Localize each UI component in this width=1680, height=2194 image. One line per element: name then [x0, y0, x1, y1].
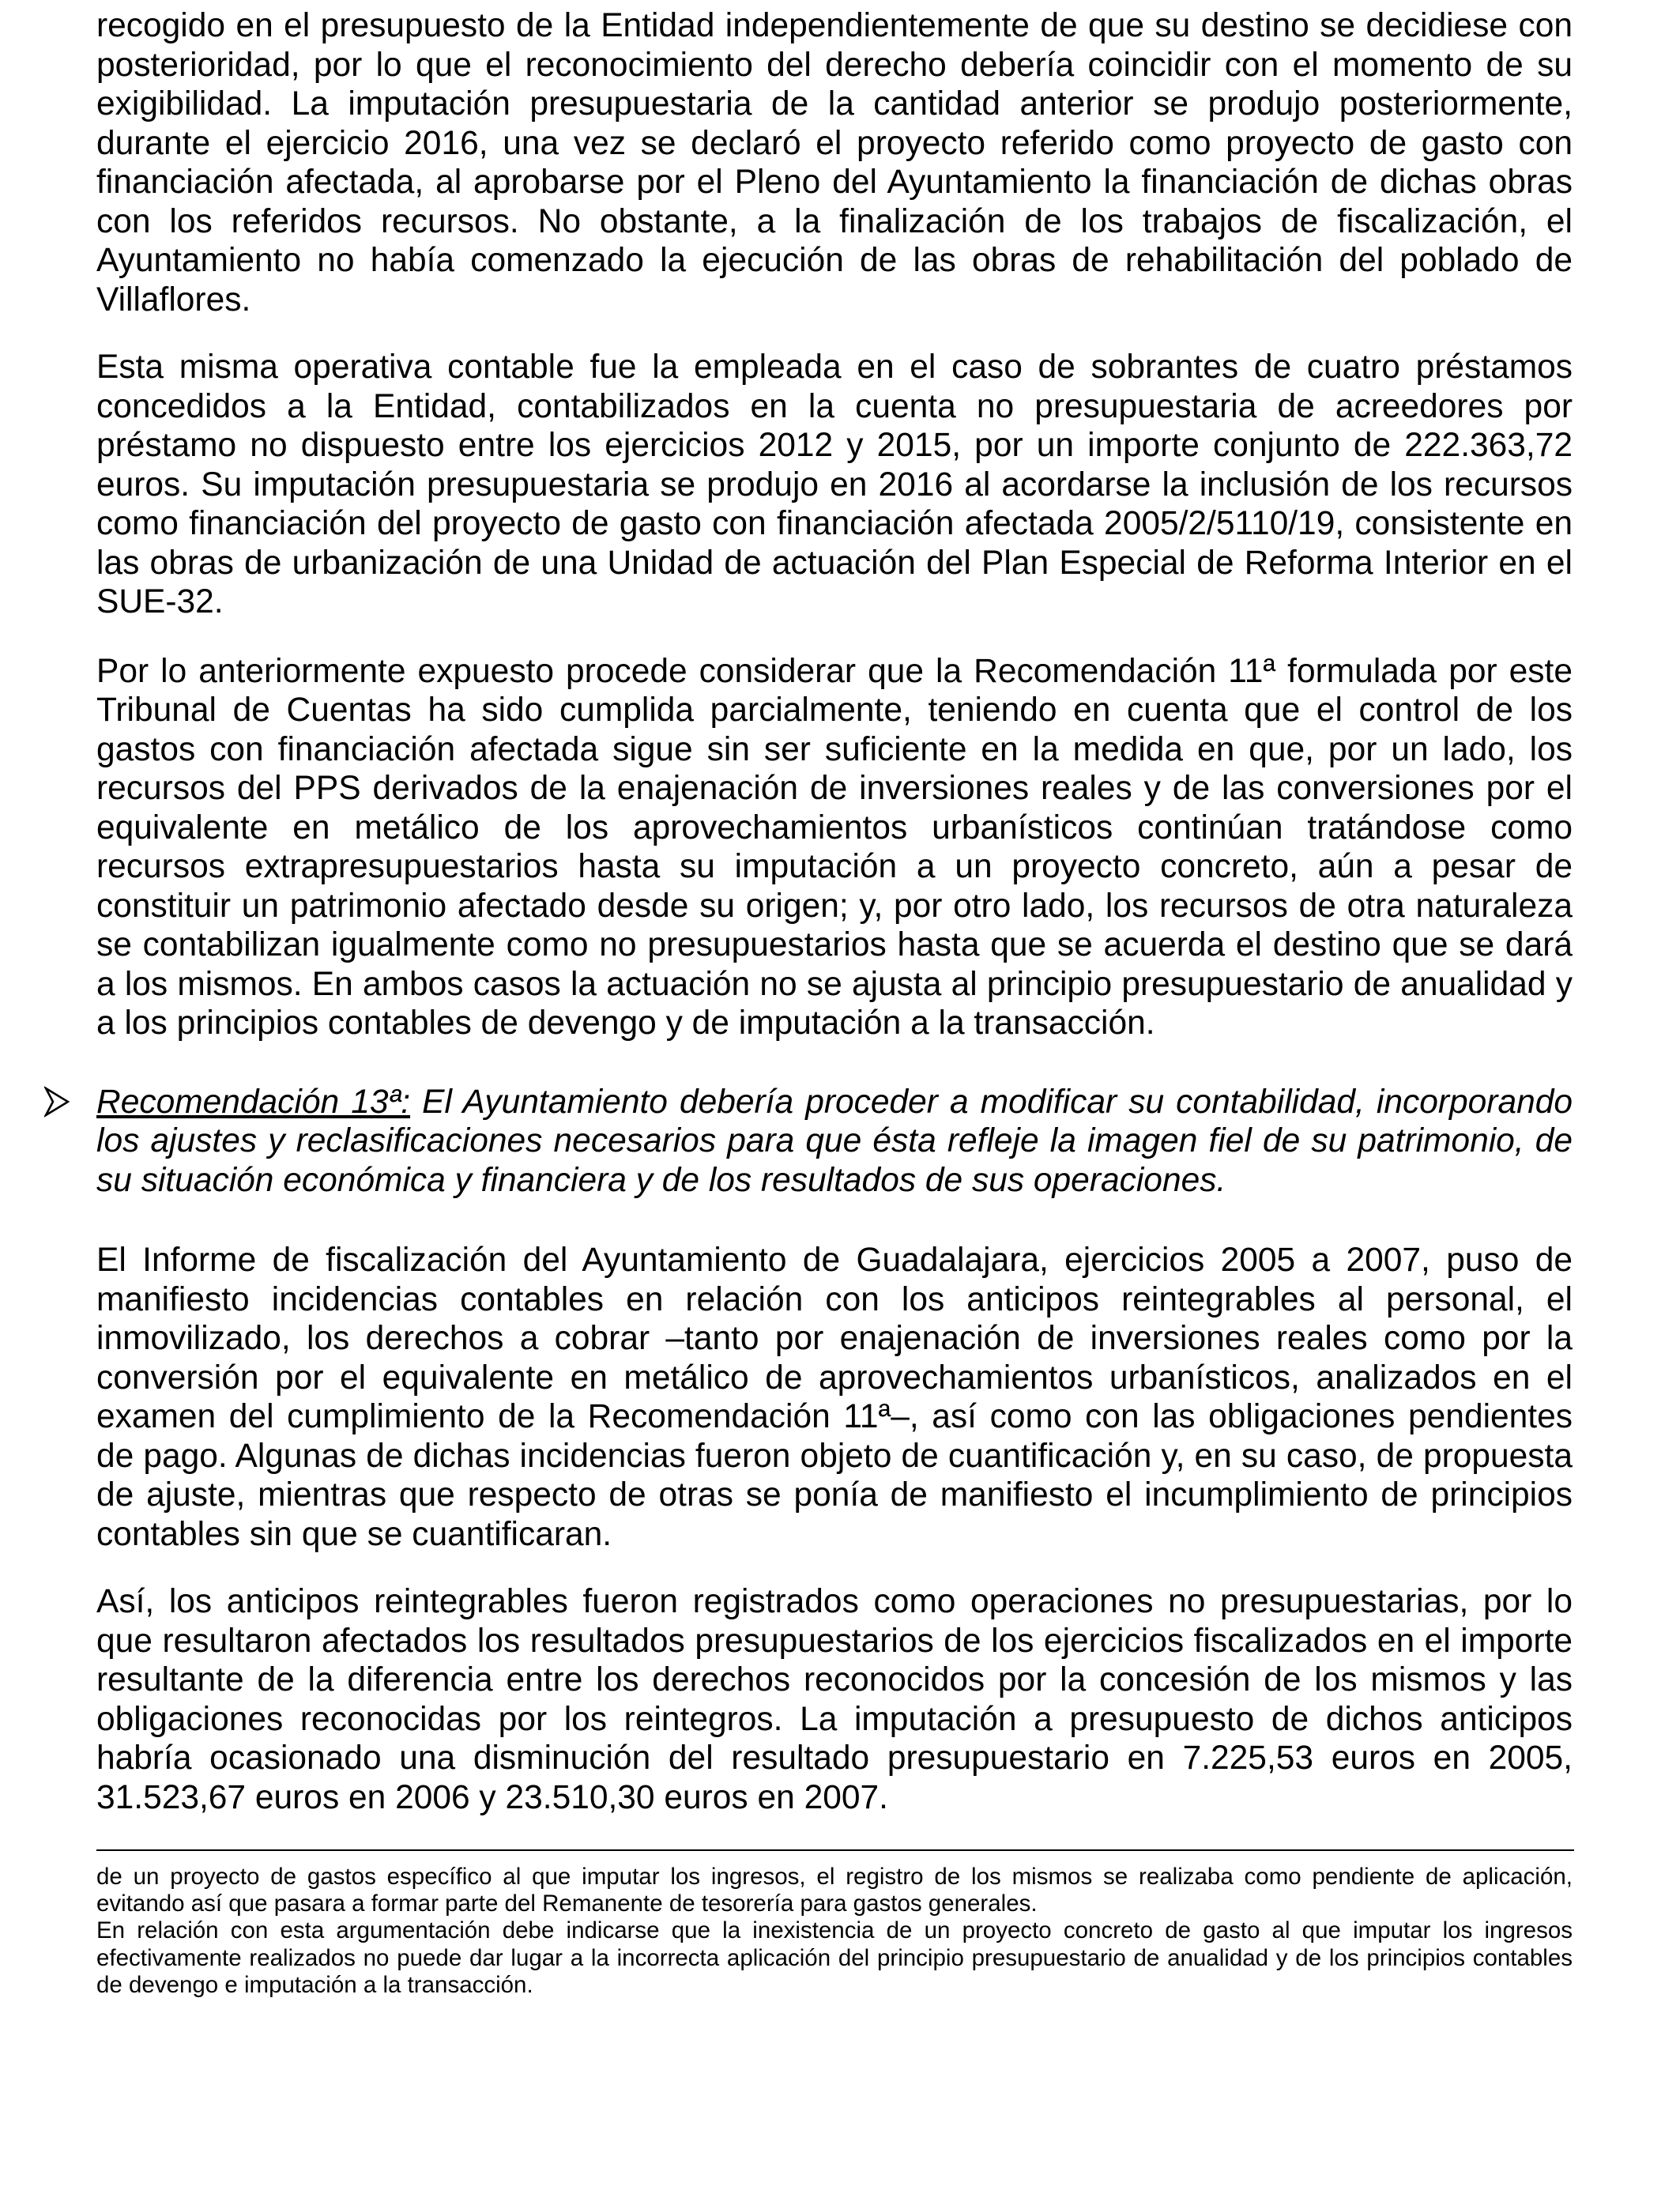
paragraph-anticipos-reintegrables: Así, los anticipos reintegrables fueron registrados como operaciones no presupuestarias, por lo que resultaron afectados los resultados presupuestarios de los ejercicios fiscalizados en el importe resultante de la diferencia entre los derechos reconocidos por la concesión de los mismos y las obligaciones reconocidas por los reintegros. La imputación a presupuesto de dichos anticipos habría ocasionado una disminución del resultado presupuestario en 7.225,53 euros en 2005, 31.523,67 euros en 2006 y 23.510,30 euros en 2007.: [96, 1583, 1573, 1816]
paragraph-villaflores: recogido en el presupuesto de la Entidad independientemente de que su destino se decidiese con posterioridad, por lo que el reconocimiento del derecho debería coincidir con el momento de su exigibilidad. La imputación presupuestaria de la cantidad anterior se produjo posteriormente, durante el ejercicio 2016, una vez se declaró el proyecto referido como proyecto de gasto con financiación afectada, al aprobarse por el Pleno del Ayuntamiento la financiación de dichas obras con los referidos recursos. No obstante, a la finalización de los trabajos de fiscalización, el Ayuntamiento no había comenzado la ejecución de las obras de rehabilitación del poblado de Villaflores.: [96, 7, 1573, 319]
document-body: [96, 6, 1573, 1817]
recommendation-13-body: El Ayuntamiento debería proceder a modificar su contabilidad, incorporando los ajustes y reclasificaciones necesarios para que ésta refleje la imagen fiel de su patrimonio, de su situación económica y financiera y de los resultados de sus operaciones.: [96, 1083, 1573, 1199]
recommendation-13-text: [96, 1083, 1573, 1201]
paragraph-informe-fiscalizacion: El Informe de fiscalización del Ayuntamiento de Guadalajara, ejercicios 2005 a 2007, puso de manifiesto incidencias contables en relación con los anticipos reintegrables al personal, el inmovilizado, los derechos a cobrar –tanto por enajenación de inversiones reales como por la conversión por el equivalente en metálico de aprovechamientos urbanísticos, analizados en el examen del cumplimiento de la Recomendación 11ª–, así como con las obligaciones pendientes de pago. Algunas de dichas incidencias fueron objeto de cuantificación y, en su caso, de propuesta de ajuste, mientras que respecto de otras se ponía de manifiesto el incumplimiento de principios contables sin que se cuantificaran.: [96, 1242, 1573, 1553]
footnotes: [96, 1864, 1573, 1999]
footnote-separator: [96, 1849, 1574, 1851]
footnote-argument: En relación con esta argumentación debe indicarse que la inexistencia de un proyecto concreto de gasto al que imputar los ingresos efectivamente realizados no puede dar lugar a la incorrecta aplicación del principio presupuestario de anualidad y de los principios contables de devengo e imputación a la transacción.: [96, 1917, 1573, 1998]
paragraph-conclusion-recomendacion-11: Por lo anteriormente expuesto procede considerar que la Recomendación 11ª formulada por este Tribunal de Cuentas ha sido cumplida parcialmente, teniendo en cuenta que el control de los gastos con financiación afectada sigue sin ser suficiente en la medida en que, por un lado, los recursos del PPS derivados de la enajenación de inversiones reales y de las conversiones por el equivalente en metálico de los aprovechamientos urbanísticos continúan tratándose como recursos extrapresupuestarios hasta su imputación a un proyecto concreto, aún a pesar de constituir un patrimonio afectado desde su origen; y, por otro lado, los recursos de otra naturaleza se contabilizan igualmente como no presupuestarios hasta que se acuerda el destino que se dará a los mismos. En ambos casos la actuación no se ajusta al principio presupuestario de anualidad y a los principios contables de devengo y de imputación a la transacción.: [96, 652, 1573, 1042]
recommendation-13-label: Recomendación 13ª:: [96, 1083, 411, 1121]
recommendation-13-block: [96, 1083, 1573, 1201]
paragraph-prestamos: Esta misma operativa contable fue la empleada en el caso de sobrantes de cuatro préstamos concedidos a la Entidad, contabilizados en la cuenta no presupuestaria de acreedores por préstamo no dispuesto entre los ejercicios 2012 y 2015, por un importe conjunto de 222.363,72 euros. Su imputación presupuestaria se produjo en 2016 al acordarse la inclusión de los recursos como financiación del proyecto de gasto con financiación afectada 2005/2/5110/19, consistente en las obras de urbanización de una Unidad de actuación del Plan Especial de Reforma Interior en el SUE-32.: [96, 349, 1573, 620]
arrowhead-bullet-icon: [44, 1086, 70, 1118]
footnote-continuation: de un proyecto de gastos específico al que imputar los ingresos, el registro de los mismos se realizaba como pendiente de aplicación, evitando así que pasara a formar parte del Remanente de tesorería para gastos generales.: [96, 1864, 1573, 1917]
